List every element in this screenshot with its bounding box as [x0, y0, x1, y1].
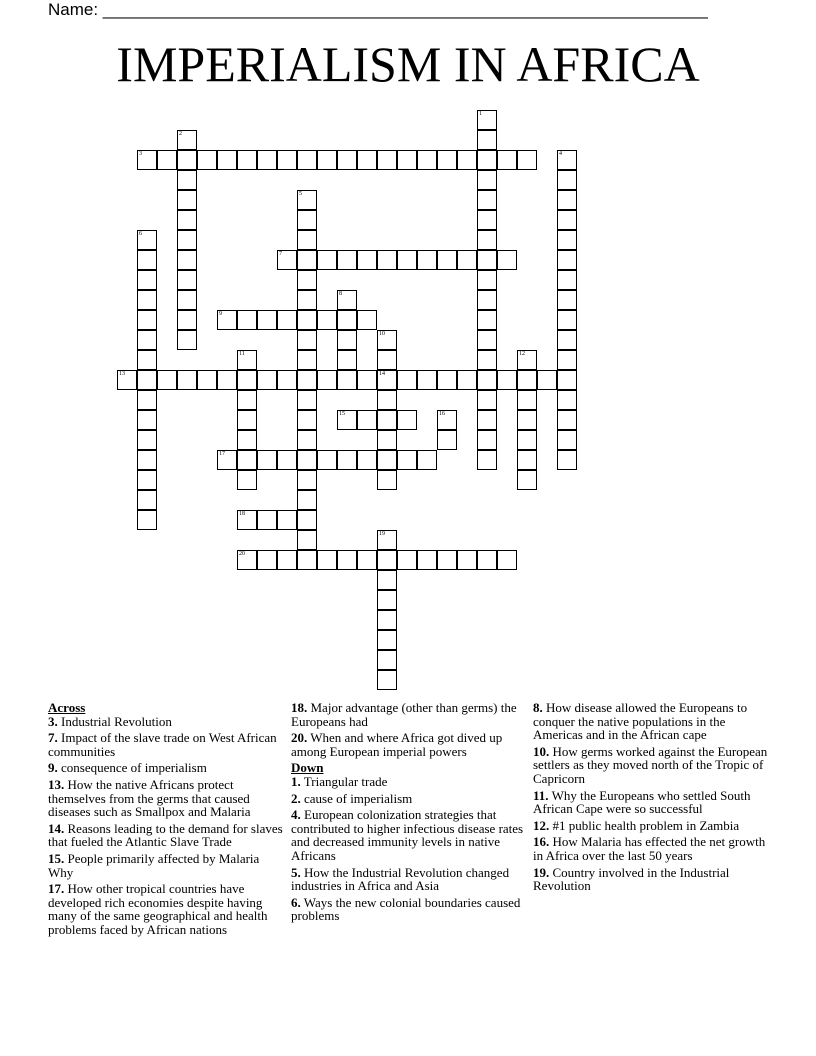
grid-cell[interactable] — [137, 270, 157, 290]
clues-column-3 — [533, 701, 771, 896]
grid-cell[interactable] — [477, 190, 497, 210]
grid-cell[interactable] — [457, 370, 477, 390]
grid-cell[interactable] — [137, 230, 157, 250]
grid-cell[interactable] — [137, 410, 157, 430]
grid-cell[interactable] — [497, 370, 517, 390]
grid-cell[interactable] — [557, 250, 577, 270]
grid-cell[interactable] — [377, 250, 397, 270]
grid-cell[interactable] — [137, 390, 157, 410]
grid-cell[interactable] — [477, 210, 497, 230]
grid-cell[interactable] — [257, 450, 277, 470]
clue-across-3: 3. Industrial Revolution — [48, 713, 172, 729]
grid-cell[interactable] — [377, 670, 397, 690]
grid-cell[interactable] — [237, 410, 257, 430]
grid-cell[interactable] — [537, 370, 557, 390]
grid-cell[interactable] — [557, 190, 577, 210]
grid-cell[interactable] — [337, 290, 357, 310]
grid-cell[interactable] — [377, 350, 397, 370]
clue-number: 16 — [439, 411, 445, 417]
grid-cell[interactable] — [297, 550, 317, 570]
grid-cell[interactable] — [457, 250, 477, 270]
grid-cell[interactable] — [337, 150, 357, 170]
grid-cell[interactable] — [137, 310, 157, 330]
grid-cell[interactable] — [517, 350, 537, 370]
grid-cell[interactable] — [417, 550, 437, 570]
grid-cell[interactable] — [557, 410, 577, 430]
clue-across-7: 7. Impact of the slave trade on West African communities — [48, 730, 277, 759]
grid-cell[interactable] — [357, 250, 377, 270]
grid-cell[interactable] — [377, 450, 397, 470]
clue-down-11: 11. Why the Europeans who settled South African Cape were so successful — [533, 787, 751, 817]
grid-cell[interactable] — [357, 550, 377, 570]
grid-cell[interactable] — [177, 290, 197, 310]
grid-cell[interactable] — [297, 230, 317, 250]
grid-cell[interactable] — [177, 190, 197, 210]
grid-cell[interactable] — [337, 370, 357, 390]
grid-cell[interactable] — [297, 290, 317, 310]
grid-cell[interactable] — [277, 510, 297, 530]
grid-cell[interactable] — [217, 450, 237, 470]
grid-cell[interactable] — [557, 350, 577, 370]
grid-cell[interactable] — [557, 150, 577, 170]
clue-number: 8 — [339, 291, 342, 297]
grid-cell[interactable] — [557, 210, 577, 230]
grid-cell[interactable] — [177, 330, 197, 350]
grid-cell[interactable] — [517, 390, 537, 410]
grid-cell[interactable] — [257, 370, 277, 390]
clue-across-20: 20. When and where Africa got dived up among European imperial powers — [291, 730, 503, 759]
grid-cell[interactable] — [417, 450, 437, 470]
grid-cell[interactable] — [557, 170, 577, 190]
grid-cell[interactable] — [237, 450, 257, 470]
grid-cell[interactable] — [557, 430, 577, 450]
grid-cell[interactable] — [357, 150, 377, 170]
grid-cell[interactable] — [137, 350, 157, 370]
grid-cell[interactable] — [297, 310, 317, 330]
grid-cell[interactable] — [237, 470, 257, 490]
grid-cell[interactable] — [517, 450, 537, 470]
clue-number: 13 — [119, 371, 125, 377]
grid-cell[interactable] — [357, 450, 377, 470]
grid-cell[interactable] — [357, 370, 377, 390]
grid-cell[interactable] — [337, 450, 357, 470]
grid-cell[interactable] — [497, 550, 517, 570]
clue-down-1: 1. Triangular trade — [291, 773, 388, 789]
grid-cell[interactable] — [557, 370, 577, 390]
grid-cell[interactable] — [477, 370, 497, 390]
grid-cell[interactable] — [297, 430, 317, 450]
grid-cell[interactable] — [137, 490, 157, 510]
clue-number: 11 — [239, 351, 245, 357]
grid-cell[interactable] — [177, 370, 197, 390]
clue-down-10: 10. How germs worked against the European settlers as they moved north of the Tropic of Capricorn — [533, 743, 768, 786]
grid-cell[interactable] — [337, 350, 357, 370]
grid-cell[interactable] — [397, 150, 417, 170]
grid-cell[interactable] — [297, 510, 317, 530]
grid-cell[interactable] — [277, 550, 297, 570]
clue-number: 9 — [219, 311, 222, 317]
clue-down-6: 6. Ways the new colonial boundaries caused problems — [291, 894, 521, 924]
grid-cell[interactable] — [557, 390, 577, 410]
grid-cell[interactable] — [237, 350, 257, 370]
grid-cell[interactable] — [137, 250, 157, 270]
grid-cell[interactable] — [277, 250, 297, 270]
grid-cell[interactable] — [517, 470, 537, 490]
clue-number: 3 — [139, 151, 142, 157]
clue-number: 19 — [379, 531, 385, 537]
grid-cell[interactable] — [137, 290, 157, 310]
grid-cell[interactable] — [177, 270, 197, 290]
clue-number: 15 — [339, 411, 345, 417]
grid-cell[interactable] — [177, 210, 197, 230]
grid-cell[interactable] — [137, 330, 157, 350]
clue-number: 20 — [239, 551, 245, 557]
grid-cell[interactable] — [277, 150, 297, 170]
grid-cell[interactable] — [337, 250, 357, 270]
clue-across-13: 13. How the native Africans protect themselves from the germs that caused diseases such as Smallpox and Malaria — [48, 776, 251, 820]
grid-cell[interactable] — [137, 470, 157, 490]
grid-cell[interactable] — [477, 150, 497, 170]
grid-cell[interactable] — [177, 310, 197, 330]
grid-cell[interactable] — [237, 370, 257, 390]
grid-cell[interactable] — [177, 130, 197, 150]
grid-cell[interactable] — [377, 630, 397, 650]
grid-cell[interactable] — [457, 550, 477, 570]
name-line[interactable]: Name: ________________________________________________________________ — [48, 0, 708, 19]
grid-cell[interactable] — [237, 310, 257, 330]
grid-cell[interactable] — [257, 550, 277, 570]
grid-cell[interactable] — [317, 370, 337, 390]
clue-down-12: 12. #1 public health problem in Zambia — [533, 817, 740, 833]
grid-cell[interactable] — [377, 550, 397, 570]
grid-cell[interactable] — [477, 390, 497, 410]
grid-cell[interactable] — [457, 150, 477, 170]
grid-cell[interactable] — [497, 150, 517, 170]
clue-down-2: 2. cause of imperialism — [291, 790, 413, 806]
clues-column-2 — [291, 701, 527, 926]
clue-down-16: 16. How Malaria has effected the net growth in Africa over the last 50 years — [533, 834, 766, 863]
grid-cell[interactable] — [477, 410, 497, 430]
grid-cell[interactable] — [477, 290, 497, 310]
grid-cell[interactable] — [377, 370, 397, 390]
grid-cell[interactable] — [357, 410, 377, 430]
grid-cell[interactable] — [317, 250, 337, 270]
clue-down-5: 5. How the Industrial Revolution changed industries in Africa and Asia — [291, 864, 510, 894]
grid-cell[interactable] — [297, 330, 317, 350]
clue-across-15: 15. People primarily affected by Malaria Why — [48, 850, 260, 880]
grid-cell[interactable] — [277, 450, 297, 470]
grid-cell[interactable] — [217, 310, 237, 330]
grid-cell[interactable] — [477, 230, 497, 250]
grid-cell[interactable] — [477, 110, 497, 130]
clue-number: 1 — [479, 111, 482, 117]
grid-cell[interactable] — [517, 430, 537, 450]
grid-cell[interactable] — [377, 570, 397, 590]
grid-cell[interactable] — [277, 370, 297, 390]
clue-across-17: 17. How other tropical countries have developed rich economies despite having many of the same geographical and health problems faced by African nations — [48, 881, 268, 937]
grid-cell[interactable] — [377, 330, 397, 350]
grid-cell[interactable] — [317, 310, 337, 330]
clue-across-14: 14. Reasons leading to the demand for slaves that fueled the Atlantic Slave Trade — [48, 820, 283, 850]
grid-cell[interactable] — [377, 590, 397, 610]
grid-cell[interactable] — [397, 250, 417, 270]
clue-down-4: 4. European colonization strategies that contributed to higher infectious disease rates and decreased immunity levels in native Africans — [291, 807, 524, 863]
across-heading: Across — [48, 700, 86, 715]
grid-cell[interactable] — [437, 150, 457, 170]
grid-cell[interactable] — [477, 130, 497, 150]
grid-cell[interactable] — [417, 150, 437, 170]
grid-cell[interactable] — [297, 350, 317, 370]
clue-number: 6 — [139, 231, 142, 237]
grid-cell[interactable] — [237, 150, 257, 170]
grid-cell[interactable] — [477, 170, 497, 190]
grid-cell[interactable] — [437, 370, 457, 390]
grid-cell[interactable] — [517, 150, 537, 170]
grid-cell[interactable] — [517, 370, 537, 390]
grid-cell[interactable] — [237, 390, 257, 410]
clue-number: 5 — [299, 191, 302, 197]
grid-cell[interactable] — [137, 370, 157, 390]
grid-cell[interactable] — [377, 530, 397, 550]
grid-cell[interactable] — [417, 250, 437, 270]
grid-cell[interactable] — [557, 450, 577, 470]
clue-across-9: 9. consequence of imperialism — [48, 760, 207, 776]
grid-cell[interactable] — [377, 610, 397, 630]
grid-cell[interactable] — [317, 550, 337, 570]
grid-cell[interactable] — [137, 450, 157, 470]
grid-cell[interactable] — [477, 330, 497, 350]
grid-cell[interactable] — [217, 150, 237, 170]
grid-cell[interactable] — [177, 250, 197, 270]
clue-down-19: 19. Country involved in the Industrial Revolution — [533, 864, 730, 894]
clue-number: 12 — [519, 351, 525, 357]
clue-number: 10 — [379, 331, 385, 337]
clues-column-1 — [48, 701, 284, 940]
grid-cell[interactable] — [297, 150, 317, 170]
clue-number: 2 — [179, 131, 182, 137]
grid-cell[interactable] — [137, 510, 157, 530]
grid-cell[interactable] — [377, 650, 397, 670]
grid-cell[interactable] — [277, 310, 297, 330]
grid-cell[interactable] — [217, 370, 237, 390]
grid-cell[interactable] — [297, 210, 317, 230]
clue-number: 4 — [559, 151, 562, 157]
grid-cell[interactable] — [297, 490, 317, 510]
clue-across-18: 18. Major advantage (other than germs) the Europeans had — [291, 700, 517, 729]
clue-down-8: 8. How disease allowed the Europeans to conquer the native populations in the Americas and in the African cape — [533, 700, 748, 743]
grid-cell[interactable] — [157, 150, 177, 170]
grid-cell[interactable] — [437, 250, 457, 270]
grid-cell[interactable] — [337, 310, 357, 330]
grid-cell[interactable] — [257, 310, 277, 330]
grid-cell[interactable] — [437, 430, 457, 450]
grid-cell[interactable] — [297, 410, 317, 430]
grid-cell[interactable] — [477, 270, 497, 290]
grid-cell[interactable] — [377, 150, 397, 170]
grid-cell[interactable] — [477, 550, 497, 570]
clue-number: 7 — [279, 251, 282, 257]
grid-cell[interactable] — [297, 450, 317, 470]
grid-cell[interactable] — [117, 370, 137, 390]
grid-cell[interactable] — [297, 190, 317, 210]
page-title: IMPERIALISM IN AFRICA — [116, 36, 700, 92]
grid-cell[interactable] — [257, 510, 277, 530]
grid-cell[interactable] — [477, 430, 497, 450]
grid-cell[interactable] — [177, 230, 197, 250]
grid-cell[interactable] — [497, 250, 517, 270]
grid-cell[interactable] — [377, 470, 397, 490]
grid-cell[interactable] — [297, 530, 317, 550]
grid-cell[interactable] — [137, 150, 157, 170]
down-heading: Down — [291, 760, 324, 776]
grid-cell[interactable] — [297, 250, 317, 270]
grid-cell[interactable] — [557, 230, 577, 250]
grid-cell[interactable] — [377, 430, 397, 450]
grid-cell[interactable] — [477, 350, 497, 370]
grid-cell[interactable] — [357, 310, 377, 330]
grid-cell[interactable] — [197, 150, 217, 170]
grid-cell[interactable] — [397, 370, 417, 390]
grid-cell[interactable] — [177, 170, 197, 190]
grid-cell[interactable] — [297, 470, 317, 490]
grid-cell[interactable] — [477, 450, 497, 470]
grid-cell[interactable] — [337, 410, 357, 430]
grid-cell[interactable] — [237, 510, 257, 530]
grid-cell[interactable] — [157, 370, 177, 390]
grid-cell[interactable] — [557, 270, 577, 290]
clue-number: 18 — [239, 511, 245, 517]
grid-cell[interactable] — [397, 410, 417, 430]
grid-cell[interactable] — [377, 410, 397, 430]
grid-cell[interactable] — [297, 390, 317, 410]
grid-cell[interactable] — [397, 450, 417, 470]
grid-cell[interactable] — [297, 370, 317, 390]
grid-cell[interactable] — [517, 410, 537, 430]
grid-cell[interactable] — [477, 310, 497, 330]
grid-cell[interactable] — [297, 270, 317, 290]
grid-cell[interactable] — [397, 550, 417, 570]
clue-number: 17 — [219, 451, 225, 457]
grid-cell[interactable] — [557, 330, 577, 350]
grid-cell[interactable] — [137, 430, 157, 450]
grid-cell[interactable] — [197, 370, 217, 390]
grid-cell[interactable] — [477, 250, 497, 270]
grid-cell[interactable] — [257, 150, 277, 170]
grid-cell[interactable] — [317, 450, 337, 470]
grid-cell[interactable] — [417, 370, 437, 390]
grid-cell[interactable] — [337, 550, 357, 570]
grid-cell[interactable] — [437, 550, 457, 570]
grid-cell[interactable] — [237, 550, 257, 570]
grid-cell[interactable] — [377, 390, 397, 410]
grid-cell[interactable] — [557, 310, 577, 330]
grid-cell[interactable] — [317, 150, 337, 170]
clue-number: 14 — [379, 371, 385, 377]
grid-cell[interactable] — [437, 410, 457, 430]
grid-cell[interactable] — [337, 330, 357, 350]
grid-cell[interactable] — [557, 290, 577, 310]
grid-cell[interactable] — [177, 150, 197, 170]
grid-cell[interactable] — [237, 430, 257, 450]
